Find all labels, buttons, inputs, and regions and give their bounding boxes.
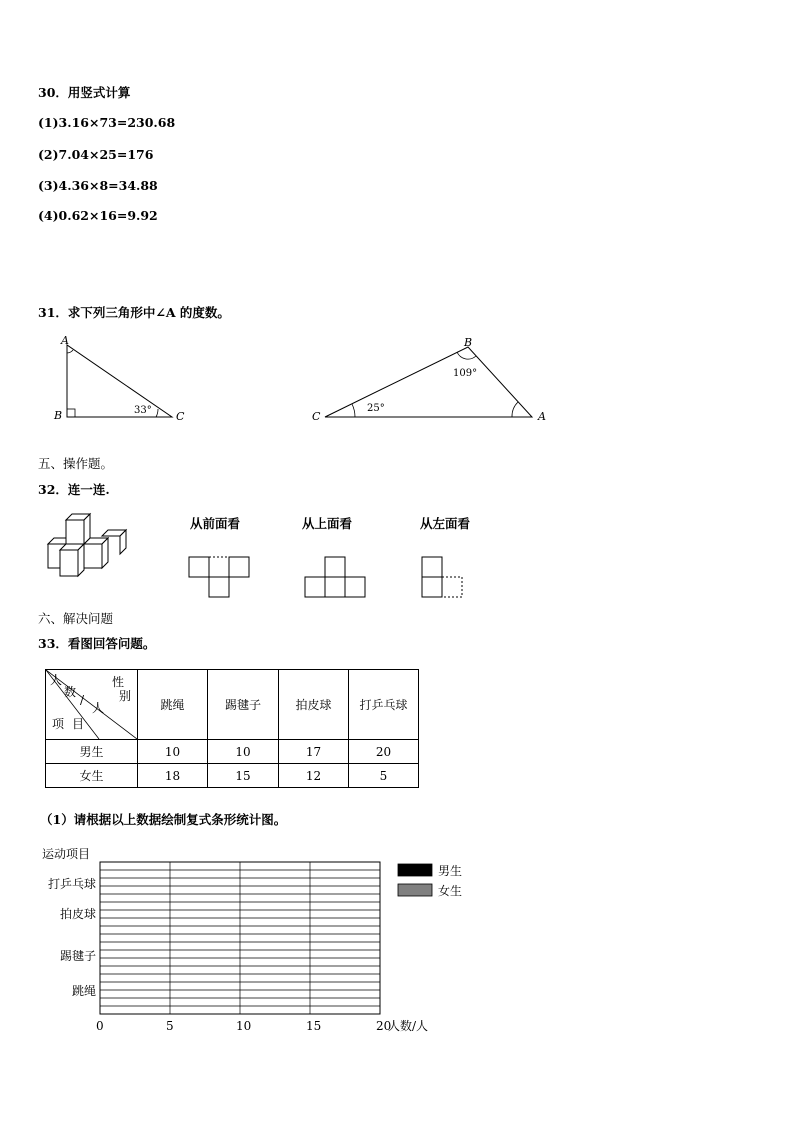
tri2-angle-25: 25° <box>367 403 385 414</box>
x-tick-label: 10 <box>236 1019 252 1033</box>
view-shape-2 <box>302 553 368 601</box>
tri1-label-b: B <box>54 409 63 422</box>
header-ball-bounce: 拍皮球 <box>279 670 349 740</box>
calc-item-3: (3)4.36×8=34.88 <box>38 178 158 193</box>
angle-c2-arc <box>352 404 355 417</box>
triangle-1-shape <box>67 345 172 417</box>
corner-people-3: 人 <box>92 701 105 715</box>
angle-a-arc <box>67 350 73 353</box>
tri2-angle-109: 109° <box>453 368 478 379</box>
tri1-label-c: C <box>176 410 185 423</box>
x-tick-label: 15 <box>306 1019 322 1033</box>
obtuse-triangle-figure <box>305 333 555 425</box>
tri2-label-c: C <box>312 410 321 423</box>
chart-y-axis-label: 运动项目 <box>42 847 91 861</box>
x-tick-label: 5 <box>166 1019 174 1033</box>
cell-boys-1: 10 <box>208 740 279 764</box>
calc-item-4: (4)0.62×16=9.92 <box>38 208 158 223</box>
view-label-left: 从左面看 <box>420 516 471 531</box>
cube-stack-figure <box>40 510 140 582</box>
corner-slash: / <box>80 693 85 707</box>
triangle-2-shape <box>325 347 532 417</box>
y-category-label: 跳绳 <box>71 984 96 998</box>
table-row-girls <box>46 764 419 788</box>
view-label-front: 从前面看 <box>190 516 241 531</box>
q31-title: 31．求下列三角形中∠A 的度数。 <box>38 305 230 320</box>
q33-title: 33．看图回答问题。 <box>38 636 156 651</box>
chart-grid <box>100 862 380 1014</box>
table-corner-cell <box>46 670 138 740</box>
legend-label: 男生 <box>438 864 463 878</box>
tri2-label-a: A <box>538 410 546 423</box>
calc-item-2: (2)7.04×25=176 <box>38 147 154 162</box>
x-tick-label: 0 <box>96 1019 104 1033</box>
header-ping-pong: 打乒乓球 <box>349 670 419 740</box>
cell-girls-2: 12 <box>279 764 349 788</box>
cell-girls-1: 15 <box>208 764 279 788</box>
view-shape-3 <box>419 553 465 601</box>
blank-bar-chart <box>30 840 490 1040</box>
view-label-top: 从上面看 <box>302 516 353 531</box>
cell-girls-3: 5 <box>349 764 419 788</box>
cell-boys-3: 20 <box>349 740 419 764</box>
right-triangle-figure <box>50 333 200 425</box>
section-6-heading: 六、解决问题 <box>38 611 114 626</box>
data-table <box>45 669 419 788</box>
legend-label: 女生 <box>438 884 463 898</box>
x-tick-label: 20 <box>376 1019 392 1033</box>
table-row-boys <box>46 740 419 764</box>
header-jump-rope: 跳绳 <box>138 670 208 740</box>
corner-people-2: 数 <box>64 685 77 699</box>
corner-item-1: 项 <box>52 717 65 731</box>
corner-people-1: 人 <box>50 673 63 687</box>
cell-boys-2: 17 <box>279 740 349 764</box>
right-angle-mark <box>67 409 75 417</box>
y-category-label: 拍皮球 <box>59 907 96 921</box>
section-5-heading: 五、操作题。 <box>38 456 114 471</box>
header-shuttlecock: 踢毽子 <box>208 670 279 740</box>
legend-swatch <box>398 864 432 876</box>
q30-title: 30．用竖式计算 <box>38 85 131 100</box>
y-category-label: 踢毽子 <box>59 949 96 963</box>
row-label-boys: 男生 <box>46 740 138 764</box>
legend-swatch <box>398 884 432 896</box>
cell-boys-0: 10 <box>138 740 208 764</box>
corner-gender-2: 别 <box>119 689 132 703</box>
corner-item-2: 目 <box>72 717 85 731</box>
angle-c-arc <box>156 409 158 417</box>
view-shape-1 <box>186 553 252 601</box>
angle-a2-arc <box>512 402 518 417</box>
tri1-label-a: A <box>61 334 69 347</box>
chart-labels <box>48 876 391 1033</box>
q32-title: 32．连一连. <box>38 482 110 497</box>
corner-full-label: 人数／人 <box>46 670 50 671</box>
y-category-label: 打乒乓球 <box>47 877 96 891</box>
tri1-angle-33: 33° <box>134 405 152 416</box>
cell-girls-0: 18 <box>138 764 208 788</box>
tri2-label-b: B <box>464 336 473 349</box>
q33-sub1: （1）请根据以上数据绘制复式条形统计图。 <box>40 812 287 827</box>
chart-x-axis-label: 人数/人 <box>388 1019 429 1033</box>
row-label-girls: 女生 <box>46 764 138 788</box>
chart-legend <box>398 863 462 898</box>
corner-gender-1: 性 <box>112 675 125 689</box>
table-header-row <box>46 670 419 740</box>
calc-item-1: (1)3.16×73=230.68 <box>38 115 176 130</box>
